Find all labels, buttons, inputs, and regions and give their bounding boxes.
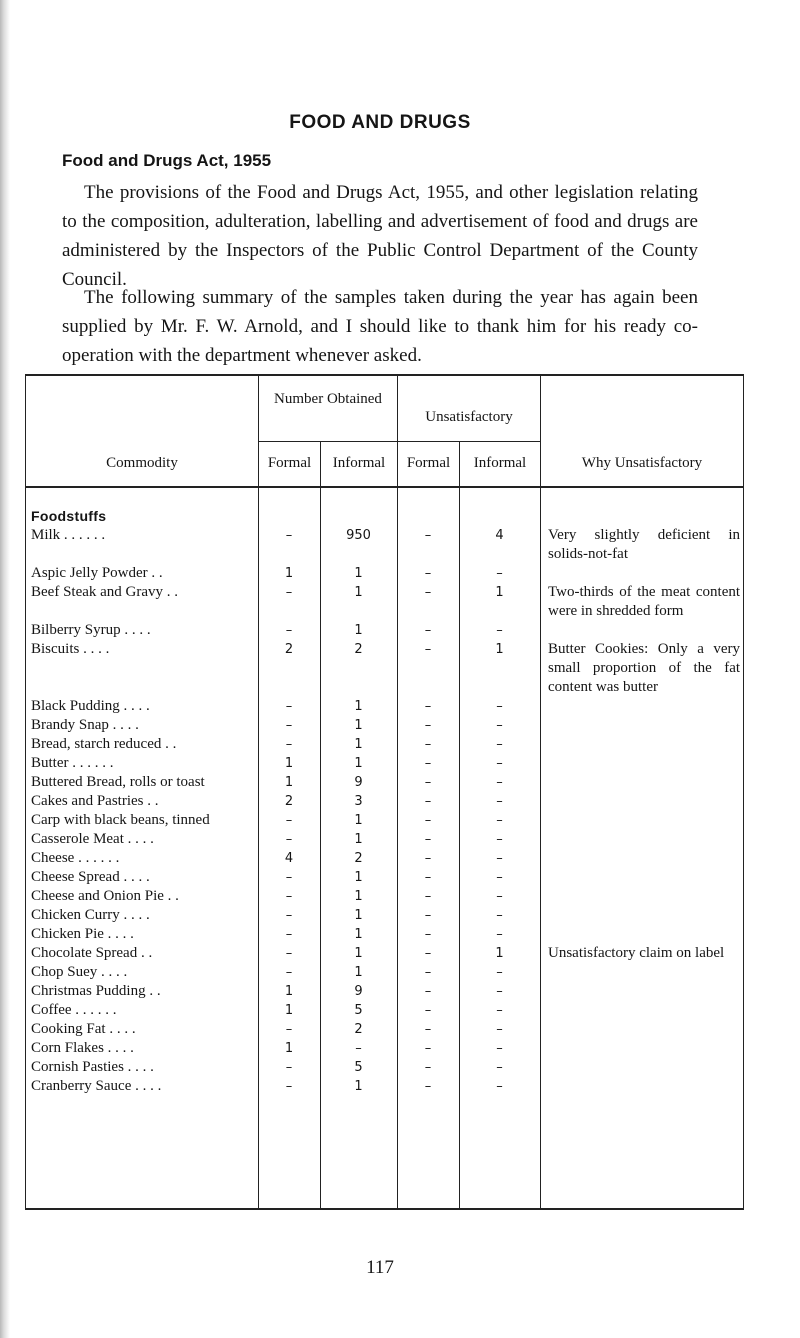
obtained-formal-cell: – xyxy=(285,1079,293,1094)
unsatisfactory-informal-cell: 1 xyxy=(495,585,504,600)
obtained-formal-cell: – xyxy=(285,908,293,923)
table-bottom-rule xyxy=(25,1208,744,1210)
commodity-cell: Christmas Pudding . . xyxy=(31,983,161,999)
commodity-cell: Brandy Snap . . . . xyxy=(31,717,139,733)
unsatisfactory-formal-cell: – xyxy=(424,623,432,638)
obtained-informal-cell: 1 xyxy=(354,699,363,714)
section-row xyxy=(25,507,744,526)
table-row xyxy=(25,906,744,925)
obtained-informal-cell: 1 xyxy=(354,623,363,638)
header-mid-rule xyxy=(258,441,540,442)
why-unsatisfactory-cell: Unsatisfactory claim on label xyxy=(548,945,725,961)
why-unsatisfactory-cell xyxy=(540,1077,744,1096)
table-row xyxy=(25,583,744,621)
obtained-formal-cell: – xyxy=(285,623,293,638)
header-unsatisfactory-formal: Formal xyxy=(406,455,451,471)
obtained-informal-cell: 1 xyxy=(354,1079,363,1094)
commodity-cell: Cooking Fat . . . . xyxy=(31,1021,136,1037)
obtained-formal-cell: – xyxy=(285,528,293,543)
unsatisfactory-formal-cell: – xyxy=(424,1060,432,1075)
page-number: 117 xyxy=(366,1257,394,1278)
obtained-informal-cell: 1 xyxy=(354,566,363,581)
table-row xyxy=(25,1077,744,1096)
commodity-cell: Aspic Jelly Powder . . xyxy=(31,565,163,581)
obtained-informal-cell: 1 xyxy=(354,718,363,733)
obtained-formal-cell: – xyxy=(285,946,293,961)
table-row xyxy=(25,1020,744,1039)
commodity-cell: Cheese . . . . . . xyxy=(31,850,120,866)
unsatisfactory-formal-cell: – xyxy=(424,794,432,809)
table-row xyxy=(25,1058,744,1077)
why-unsatisfactory-cell xyxy=(540,963,744,982)
unsatisfactory-informal-cell: 1 xyxy=(495,946,504,961)
table-top-rule xyxy=(25,374,744,376)
obtained-informal-cell: 3 xyxy=(354,794,363,809)
unsatisfactory-formal-cell: – xyxy=(424,965,432,980)
obtained-informal-cell: 1 xyxy=(354,737,363,752)
table-row xyxy=(25,868,744,887)
obtained-informal-cell: – xyxy=(355,1041,362,1056)
why-unsatisfactory-cell: Very slightly deficient in solids-not-fat xyxy=(548,527,741,562)
table-row xyxy=(25,773,744,792)
why-unsatisfactory-cell xyxy=(540,868,744,887)
obtained-informal-cell: 2 xyxy=(354,1022,363,1037)
table-row xyxy=(25,754,744,773)
unsatisfactory-informal-cell: – xyxy=(496,566,503,581)
obtained-formal-cell: 1 xyxy=(284,775,294,790)
table-row xyxy=(25,963,744,982)
why-unsatisfactory-cell xyxy=(540,621,744,640)
unsatisfactory-formal-cell: – xyxy=(424,1041,432,1056)
why-unsatisfactory-cell xyxy=(540,982,744,1001)
header-obtained-informal: Informal xyxy=(332,455,386,471)
table-row xyxy=(25,1001,744,1020)
unsatisfactory-informal-cell: – xyxy=(496,1060,503,1075)
why-unsatisfactory-cell: Two-thirds of the meat content were in shredded form xyxy=(548,584,741,619)
commodity-cell: Corn Flakes . . . . xyxy=(31,1040,134,1056)
header-bottom-rule xyxy=(25,486,744,488)
header-obtained-formal: Formal xyxy=(267,455,312,471)
commodity-cell: Cheese and Onion Pie . . xyxy=(31,888,179,904)
obtained-formal-cell: – xyxy=(285,718,293,733)
table-row xyxy=(25,811,744,830)
unsatisfactory-formal-cell: – xyxy=(424,908,432,923)
unsatisfactory-formal-cell: – xyxy=(424,528,432,543)
commodity-cell: Chicken Curry . . . . xyxy=(31,907,150,923)
table-row xyxy=(25,564,744,583)
table-row xyxy=(25,830,744,849)
why-unsatisfactory-cell xyxy=(540,830,744,849)
commodity-cell: Milk . . . . . . xyxy=(31,527,106,543)
obtained-formal-cell: – xyxy=(285,889,293,904)
unsatisfactory-formal-cell: – xyxy=(424,585,432,600)
obtained-informal-cell: 1 xyxy=(354,965,363,980)
table-row xyxy=(25,1039,744,1058)
commodity-cell: Cakes and Pastries . . xyxy=(31,793,159,809)
obtained-formal-cell: 1 xyxy=(284,984,294,999)
header-unsatisfactory: Unsatisfactory xyxy=(425,409,513,425)
obtained-formal-cell: 1 xyxy=(284,1041,294,1056)
unsatisfactory-formal-cell: – xyxy=(424,927,432,942)
unsatisfactory-informal-cell: – xyxy=(496,889,503,904)
commodity-cell: Coffee . . . . . . xyxy=(31,1002,117,1018)
unsatisfactory-formal-cell: – xyxy=(424,642,432,657)
why-unsatisfactory-cell xyxy=(540,1058,744,1077)
commodity-cell: Carp with black beans, tinned xyxy=(31,812,210,828)
table-row xyxy=(25,792,744,811)
obtained-formal-cell: 1 xyxy=(284,756,294,771)
obtained-formal-cell: – xyxy=(285,813,293,828)
commodity-cell: Cranberry Sauce . . . . xyxy=(31,1078,162,1094)
unsatisfactory-informal-cell: 4 xyxy=(495,528,504,543)
unsatisfactory-informal-cell: – xyxy=(496,813,503,828)
unsatisfactory-informal-cell: – xyxy=(496,794,503,809)
obtained-formal-cell: – xyxy=(285,699,293,714)
obtained-formal-cell: 2 xyxy=(284,794,294,809)
obtained-formal-cell: 1 xyxy=(284,566,294,581)
why-unsatisfactory-cell xyxy=(540,925,744,944)
header-number-obtained: Number Obtained xyxy=(274,391,382,407)
obtained-formal-cell: – xyxy=(285,927,293,942)
obtained-formal-cell: – xyxy=(285,1060,293,1075)
unsatisfactory-formal-cell: – xyxy=(424,851,432,866)
obtained-formal-cell: 1 xyxy=(284,1003,294,1018)
obtained-informal-cell: 1 xyxy=(354,889,363,904)
unsatisfactory-formal-cell: – xyxy=(424,1003,432,1018)
unsatisfactory-informal-cell: – xyxy=(496,908,503,923)
commodity-cell: Beef Steak and Gravy . . xyxy=(31,584,179,600)
why-unsatisfactory-cell xyxy=(540,716,744,735)
obtained-formal-cell: – xyxy=(285,1022,293,1037)
why-unsatisfactory-cell xyxy=(540,906,744,925)
commodity-cell: Butter . . . . . . xyxy=(31,755,114,771)
obtained-informal-cell: 5 xyxy=(354,1060,363,1075)
header-commodity: Commodity xyxy=(106,455,178,471)
unsatisfactory-informal-cell: – xyxy=(496,1041,503,1056)
table-row xyxy=(25,849,744,868)
obtained-informal-cell: 9 xyxy=(354,775,363,790)
obtained-informal-cell: 950 xyxy=(346,528,371,543)
unsatisfactory-informal-cell: – xyxy=(496,718,503,733)
unsatisfactory-informal-cell: – xyxy=(496,927,503,942)
obtained-formal-cell: 2 xyxy=(284,642,294,657)
section-label: Foodstuffs xyxy=(31,508,107,524)
obtained-informal-cell: 1 xyxy=(354,908,363,923)
book-spine-shadow xyxy=(0,0,10,1338)
table-row xyxy=(25,621,744,640)
unsatisfactory-informal-cell: – xyxy=(496,965,503,980)
unsatisfactory-formal-cell: – xyxy=(424,566,432,581)
obtained-informal-cell: 9 xyxy=(354,984,363,999)
unsatisfactory-informal-cell: – xyxy=(496,775,503,790)
obtained-informal-cell: 1 xyxy=(354,585,363,600)
why-unsatisfactory-cell xyxy=(540,697,744,716)
table-row xyxy=(25,697,744,716)
commodity-cell: Biscuits . . . . xyxy=(31,641,110,657)
commodity-cell: Chop Suey . . . . xyxy=(31,964,128,980)
unsatisfactory-informal-cell: – xyxy=(496,851,503,866)
obtained-informal-cell: 2 xyxy=(354,851,363,866)
header-why-unsatisfactory: Why Unsatisfactory xyxy=(581,455,703,471)
unsatisfactory-informal-cell: – xyxy=(496,737,503,752)
commodity-cell: Bilberry Syrup . . . . xyxy=(31,622,151,638)
unsatisfactory-formal-cell: – xyxy=(424,775,432,790)
obtained-formal-cell: – xyxy=(285,585,293,600)
unsatisfactory-formal-cell: – xyxy=(424,737,432,752)
commodity-cell: Bread, starch reduced . . xyxy=(31,736,177,752)
why-unsatisfactory-cell xyxy=(540,735,744,754)
why-unsatisfactory-cell: Butter Cookies: Only a very small proportion of the fat content was butter xyxy=(548,641,741,695)
commodity-cell: Cheese Spread . . . . xyxy=(31,869,150,885)
why-unsatisfactory-cell xyxy=(540,792,744,811)
why-unsatisfactory-cell xyxy=(540,754,744,773)
obtained-informal-cell: 1 xyxy=(354,832,363,847)
obtained-informal-cell: 1 xyxy=(354,927,363,942)
unsatisfactory-informal-cell: – xyxy=(496,1079,503,1094)
commodity-cell: Chocolate Spread . . xyxy=(31,945,153,961)
why-unsatisfactory-cell xyxy=(540,811,744,830)
obtained-formal-cell: – xyxy=(285,965,293,980)
table-row xyxy=(25,526,744,564)
why-unsatisfactory-cell xyxy=(540,1039,744,1058)
commodity-cell: Black Pudding . . . . xyxy=(31,698,150,714)
why-unsatisfactory-cell xyxy=(540,1020,744,1039)
intro-paragraph: The provisions of the Food and Drugs Act, 1955, and other legislation relating to the composition, adulteration, labelling and advertisement of food and drugs are administered by the Inspectors of the Public Control Department of the County Council. xyxy=(62,182,698,290)
commodity-cell: Casserole Meat . . . . xyxy=(31,831,154,847)
table-row xyxy=(25,982,744,1001)
unsatisfactory-formal-cell: – xyxy=(424,870,432,885)
obtained-informal-cell: 2 xyxy=(354,642,363,657)
why-unsatisfactory-cell xyxy=(540,773,744,792)
why-unsatisfactory-cell xyxy=(540,564,744,583)
obtained-formal-cell: – xyxy=(285,870,293,885)
unsatisfactory-informal-cell: – xyxy=(496,623,503,638)
obtained-formal-cell: – xyxy=(285,737,293,752)
unsatisfactory-informal-cell: – xyxy=(496,699,503,714)
why-unsatisfactory-cell xyxy=(540,849,744,868)
table-row xyxy=(25,925,744,944)
obtained-informal-cell: 1 xyxy=(354,870,363,885)
unsatisfactory-informal-cell: – xyxy=(496,756,503,771)
unsatisfactory-formal-cell: – xyxy=(424,984,432,999)
acknowledgement-paragraph: The following summary of the samples taken during the year has again been supplied by Mr. F. W. Arnold, and I should like to thank him for his ready co-operation with the department whenever asked. xyxy=(62,287,698,366)
commodity-cell: Buttered Bread, rolls or toast xyxy=(31,774,205,790)
header-unsatisfactory-informal: Informal xyxy=(473,455,527,471)
commodity-cell: Cornish Pasties . . . . xyxy=(31,1059,154,1075)
samples-table-body xyxy=(25,507,744,1096)
unsatisfactory-informal-cell: – xyxy=(496,870,503,885)
obtained-informal-cell: 1 xyxy=(354,756,363,771)
table-row xyxy=(25,735,744,754)
section-subtitle: Food and Drugs Act, 1955 xyxy=(62,151,272,170)
unsatisfactory-formal-cell: – xyxy=(424,946,432,961)
obtained-formal-cell: – xyxy=(285,832,293,847)
unsatisfactory-informal-cell: 1 xyxy=(495,642,504,657)
why-unsatisfactory-cell xyxy=(540,1001,744,1020)
unsatisfactory-informal-cell: – xyxy=(496,832,503,847)
table-row xyxy=(25,944,744,963)
table-row xyxy=(25,887,744,906)
unsatisfactory-formal-cell: – xyxy=(424,699,432,714)
obtained-formal-cell: 4 xyxy=(284,851,294,866)
obtained-informal-cell: 1 xyxy=(354,946,363,961)
obtained-informal-cell: 5 xyxy=(354,1003,363,1018)
unsatisfactory-formal-cell: – xyxy=(424,1079,432,1094)
unsatisfactory-formal-cell: – xyxy=(424,718,432,733)
unsatisfactory-informal-cell: – xyxy=(496,1003,503,1018)
unsatisfactory-formal-cell: – xyxy=(424,1022,432,1037)
unsatisfactory-formal-cell: – xyxy=(424,889,432,904)
unsatisfactory-informal-cell: – xyxy=(496,984,503,999)
obtained-informal-cell: 1 xyxy=(354,813,363,828)
unsatisfactory-formal-cell: – xyxy=(424,832,432,847)
unsatisfactory-formal-cell: – xyxy=(424,756,432,771)
page-title: FOOD AND DRUGS xyxy=(289,112,471,133)
table-row xyxy=(25,640,744,697)
commodity-cell: Chicken Pie . . . . xyxy=(31,926,134,942)
table-row xyxy=(25,716,744,735)
why-unsatisfactory-cell xyxy=(540,887,744,906)
unsatisfactory-formal-cell: – xyxy=(424,813,432,828)
unsatisfactory-informal-cell: – xyxy=(496,1022,503,1037)
